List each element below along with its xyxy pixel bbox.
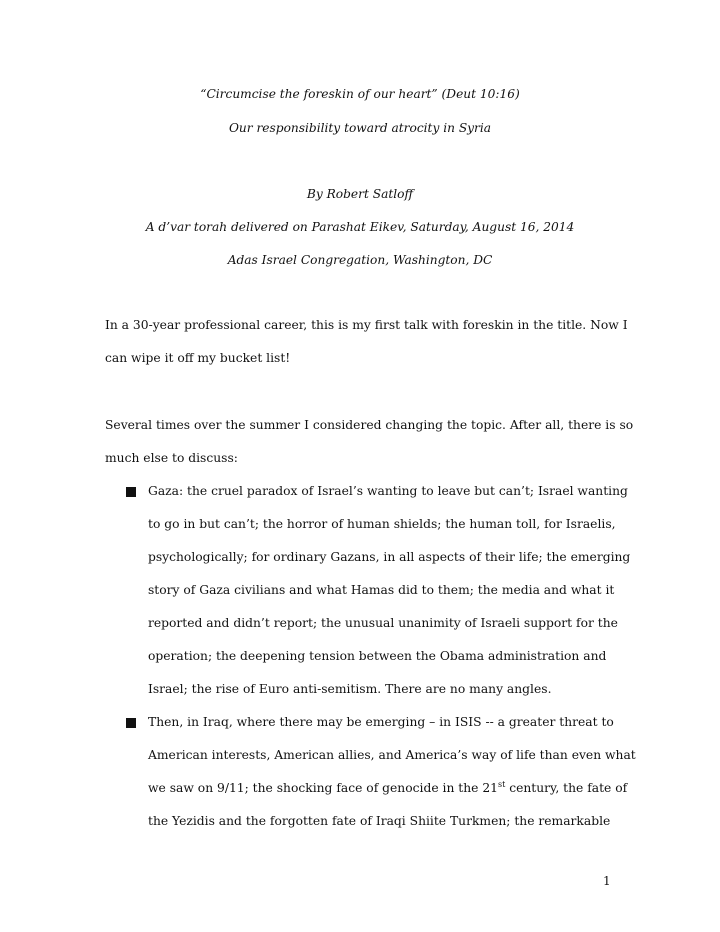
bullet-marker-1 — [126, 487, 136, 497]
superscript-st: st — [497, 779, 506, 789]
document-venue: Adas Israel Congregation, Washington, DC — [227, 253, 493, 267]
bullet-1-line-1: Gaza: the cruel paradox of Israel’s wanting to leave but can’t; Israel wanting — [148, 484, 628, 498]
bullet-marker-2 — [126, 718, 136, 728]
document-title: “Circumcise the foreskin of our heart” (Deut 10:16) — [200, 87, 520, 101]
bullet-2-line-3-continued: century, the fate of — [505, 781, 628, 795]
bullet-2-line-4: the Yezidis and the forgotten fate of Iraqi Shiite Turkmen; the remarkable — [148, 814, 611, 828]
bullet-2-line-1: Then, in Iraq, where there may be emerging – in ISIS -- a greater threat to — [148, 715, 614, 729]
bullet-2-line-3 — [148, 781, 627, 795]
bullet-1-line-6: operation; the deepening tension between the Obama administration and — [148, 649, 607, 663]
document-author: By Robert Satloff — [306, 187, 414, 201]
document-occasion: A d’var torah delivered on Parashat Eikev, Saturday, August 16, 2014 — [145, 220, 575, 234]
paragraph-2-line-1: Several times over the summer I considered changing the topic. After all, there is so — [105, 418, 634, 432]
bullet-1-line-2: to go in but can’t; the horror of human shields; the human toll, for Israelis, — [148, 517, 616, 531]
bullet-1-line-5: reported and didn’t report; the unusual unanimity of Israeli support for the — [148, 616, 618, 630]
paragraph-1-line-1: In a 30-year professional career, this is my first talk with foreskin in the title. Now I — [105, 318, 628, 332]
bullet-1-line-7: Israel; the rise of Euro anti-semitism. There are no many angles. — [148, 682, 552, 696]
paragraph-2-line-2: much else to discuss: — [105, 451, 238, 465]
bullet-2-line-2: American interests, American allies, and America’s way of life than even what — [148, 748, 636, 762]
bullet-1-line-3: psychologically; for ordinary Gazans, in all aspects of their life; the emerging — [148, 550, 631, 564]
bullet-2-line-3-text: we saw on 9/11; the shocking face of genocide in the 21 — [148, 781, 498, 795]
document-subtitle: Our responsibility toward atrocity in Syria — [228, 121, 492, 135]
paragraph-1-line-2: can wipe it off my bucket list! — [105, 351, 291, 365]
page-number: 1 — [603, 874, 611, 888]
bullet-1-line-4: story of Gaza civilians and what Hamas did to them; the media and what it — [148, 583, 615, 597]
